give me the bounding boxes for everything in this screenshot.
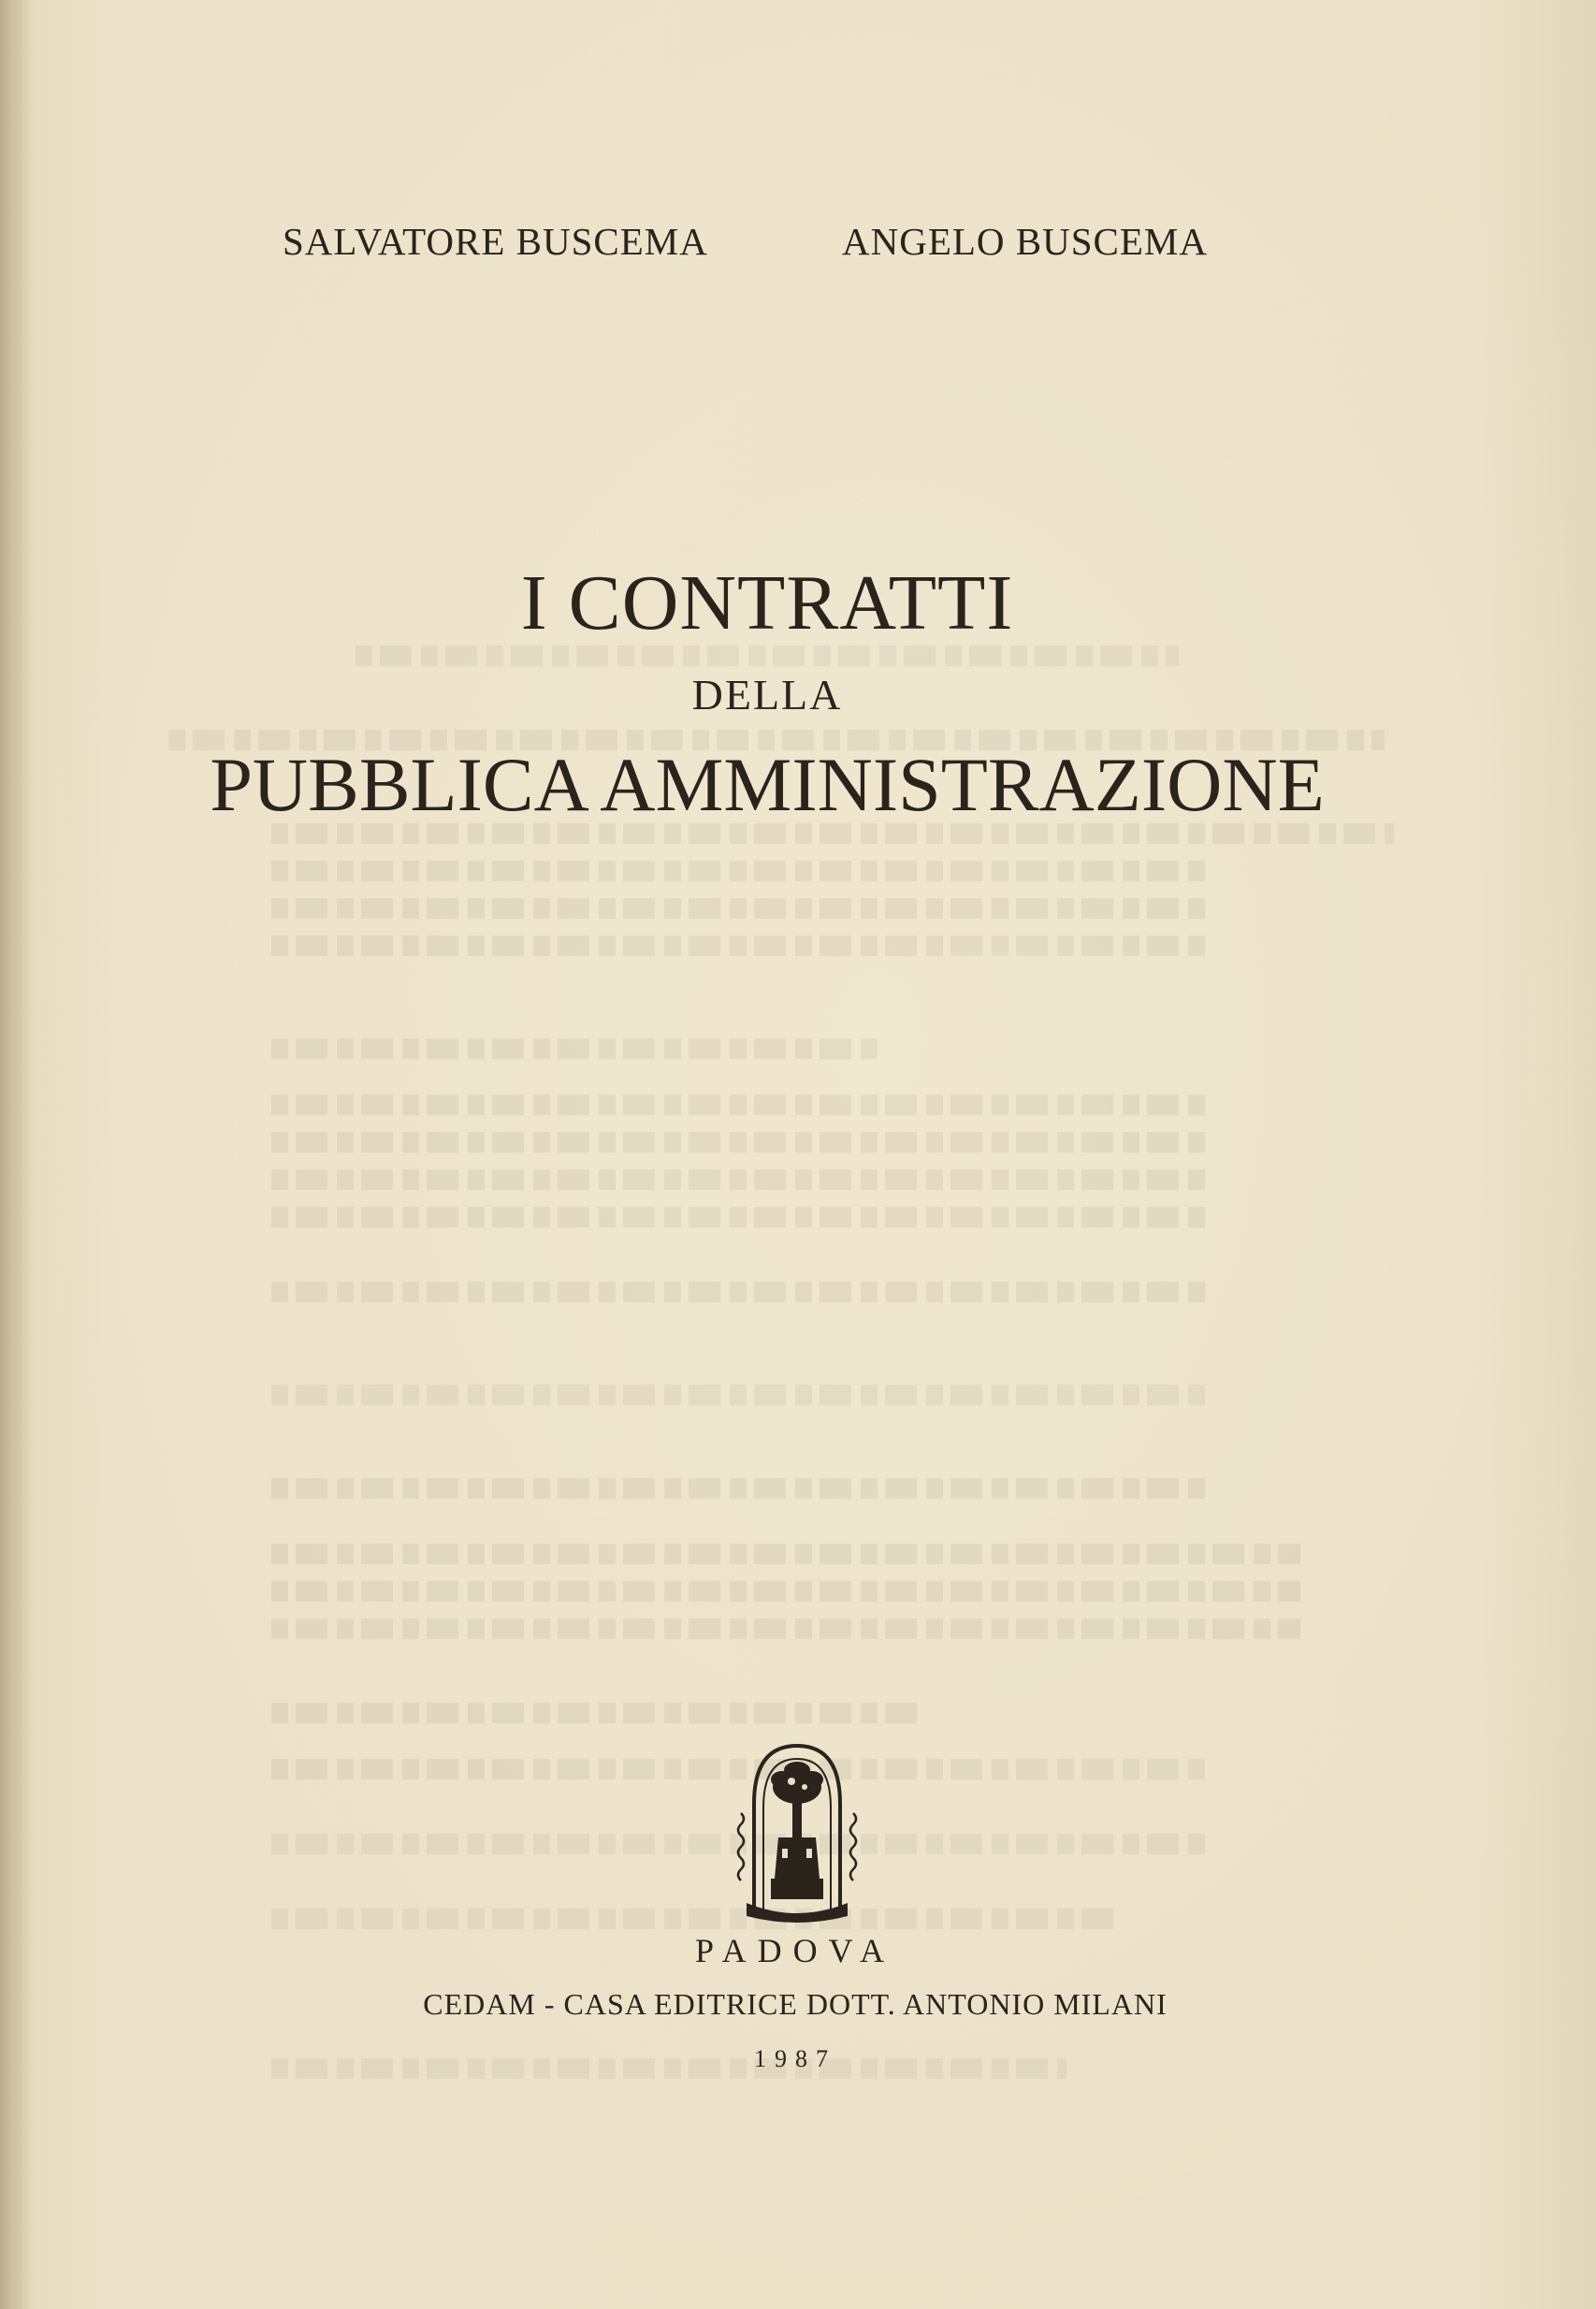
imprint-publisher: CEDAM - CASA EDITRICE DOTT. ANTONIO MILANI (423, 1987, 1168, 2021)
imprint-year: 1987 (754, 2045, 836, 2072)
book-title-line-1: I CONTRATTI (520, 559, 1014, 646)
author-name: ANGELO BUSCEMA (842, 220, 1208, 263)
cedam-emblem-icon (726, 1738, 868, 1925)
author-name: SALVATORE BUSCEMA (283, 220, 708, 263)
imprint-city: PADOVA (694, 1932, 896, 1969)
book-title-line-2: DELLA (691, 671, 843, 719)
book-title-line-3: PUBBLICA AMMINISTRAZIONE (210, 742, 1325, 827)
